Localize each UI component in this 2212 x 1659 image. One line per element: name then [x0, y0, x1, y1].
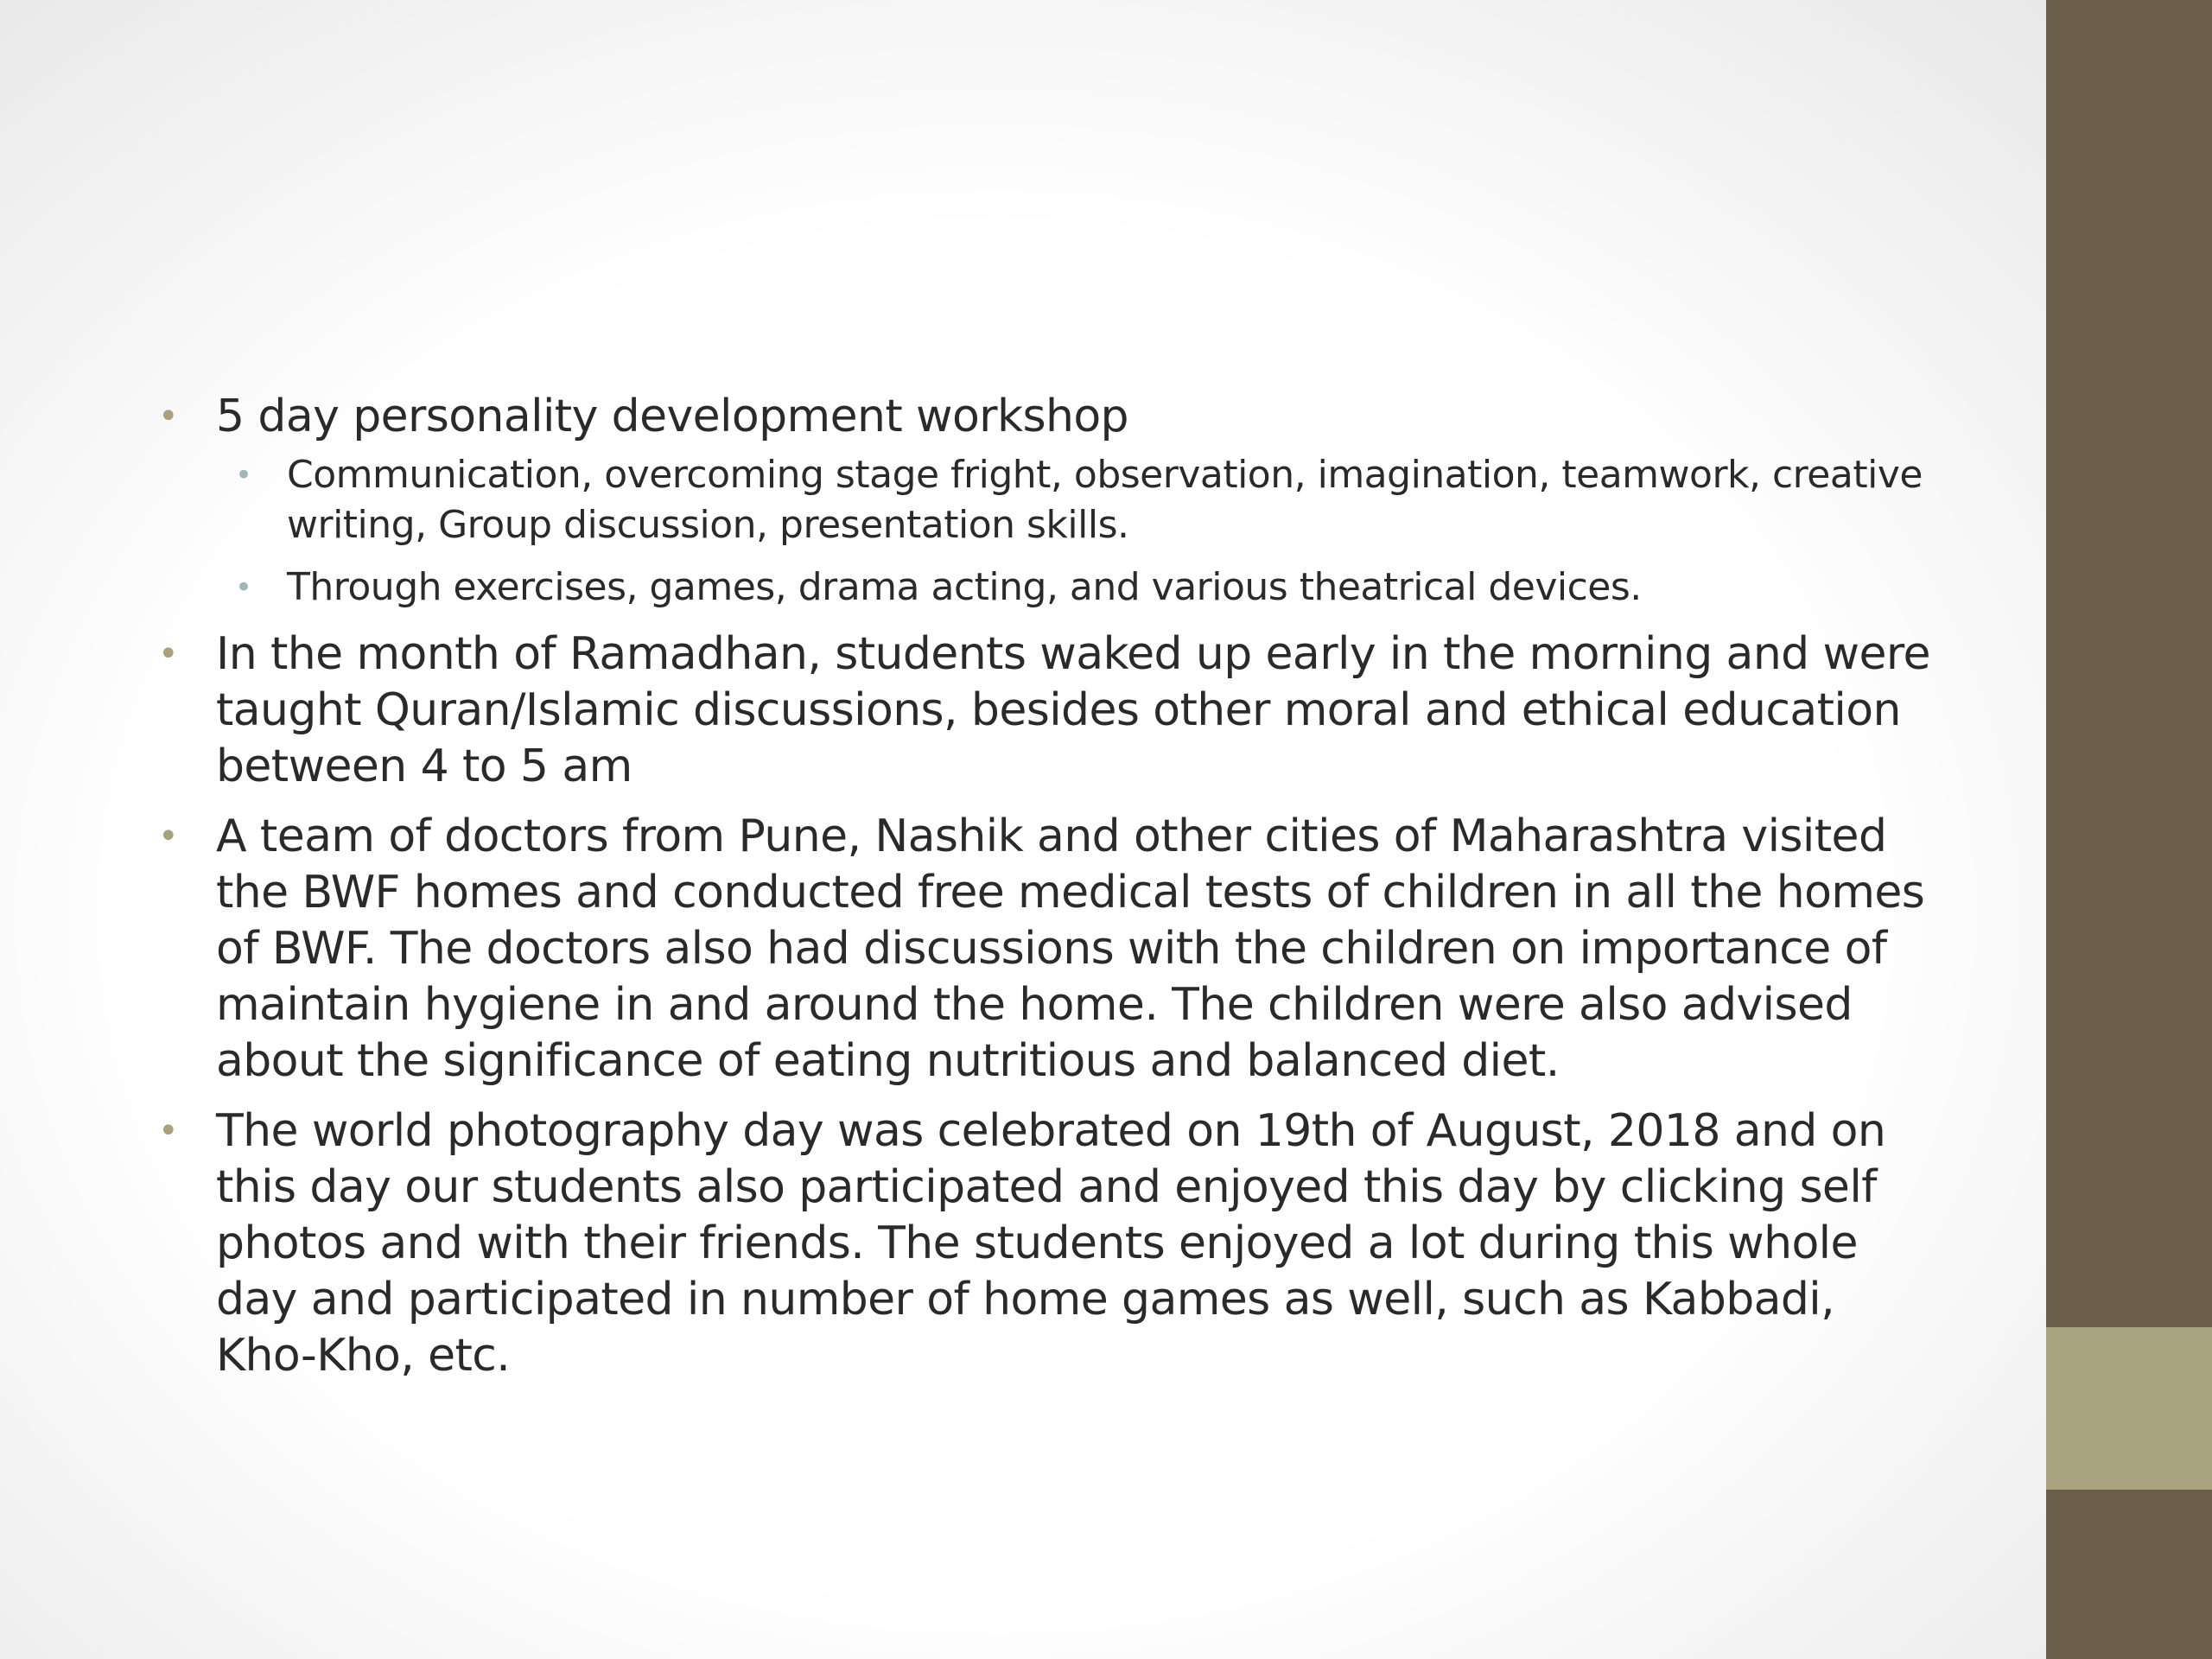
bullet-icon: •	[158, 1111, 178, 1151]
bullet-item-ramadhan	[156, 626, 1936, 795]
sub-bullet-item	[156, 563, 1936, 613]
bullet-text: In the month of Ramadhan, students waked up early in the morning and were taught Quran/Islamic discussions, besides other moral and ethical education between 4 to 5 am	[216, 628, 1930, 792]
sub-bullet-item	[156, 450, 1936, 550]
bullet-icon: •	[158, 397, 178, 436]
bullet-item-workshop	[156, 389, 1936, 613]
sub-bullet-icon: •	[235, 458, 252, 493]
bullet-icon: •	[158, 634, 178, 674]
sub-bullet-list	[216, 450, 1936, 613]
bullet-item-photography	[156, 1103, 1936, 1384]
slide-content	[156, 389, 1936, 1398]
sub-bullet-text: Through exercises, games, drama acting, and various theatrical devices.	[287, 565, 1642, 609]
sidebar-accent-decoration	[2046, 1327, 2212, 1490]
bullet-text: 5 day personality development workshop	[216, 391, 1128, 442]
bullet-list	[156, 389, 1936, 1384]
sub-bullet-text: Communication, overcoming stage fright, observation, imagination, teamwork, creative writing, Group discussion, presentation skills.	[287, 453, 1923, 547]
bullet-text: A team of doctors from Pune, Nashik and other cities of Maharashtra visited the BWF homes and conducted free medical tests of children in all the homes of BWF. The doctors also had discussions with the children on importance of maintain hygiene in and around the home. The children were also advised about the significance of eating nutritious and balanced diet.	[216, 810, 1925, 1087]
bullet-icon: •	[158, 817, 178, 856]
bullet-item-doctors	[156, 809, 1936, 1090]
sub-bullet-icon: •	[235, 570, 252, 605]
bullet-text: The world photography day was celebrated on 19th of August, 2018 and on this day our students also participated and enjoyed this day by clicking self photos and with their friends. The students enjoyed a lot during this whole day and participated in number of home games as well, such as Kabbadi, Kho-Kho, etc.	[216, 1105, 1886, 1382]
